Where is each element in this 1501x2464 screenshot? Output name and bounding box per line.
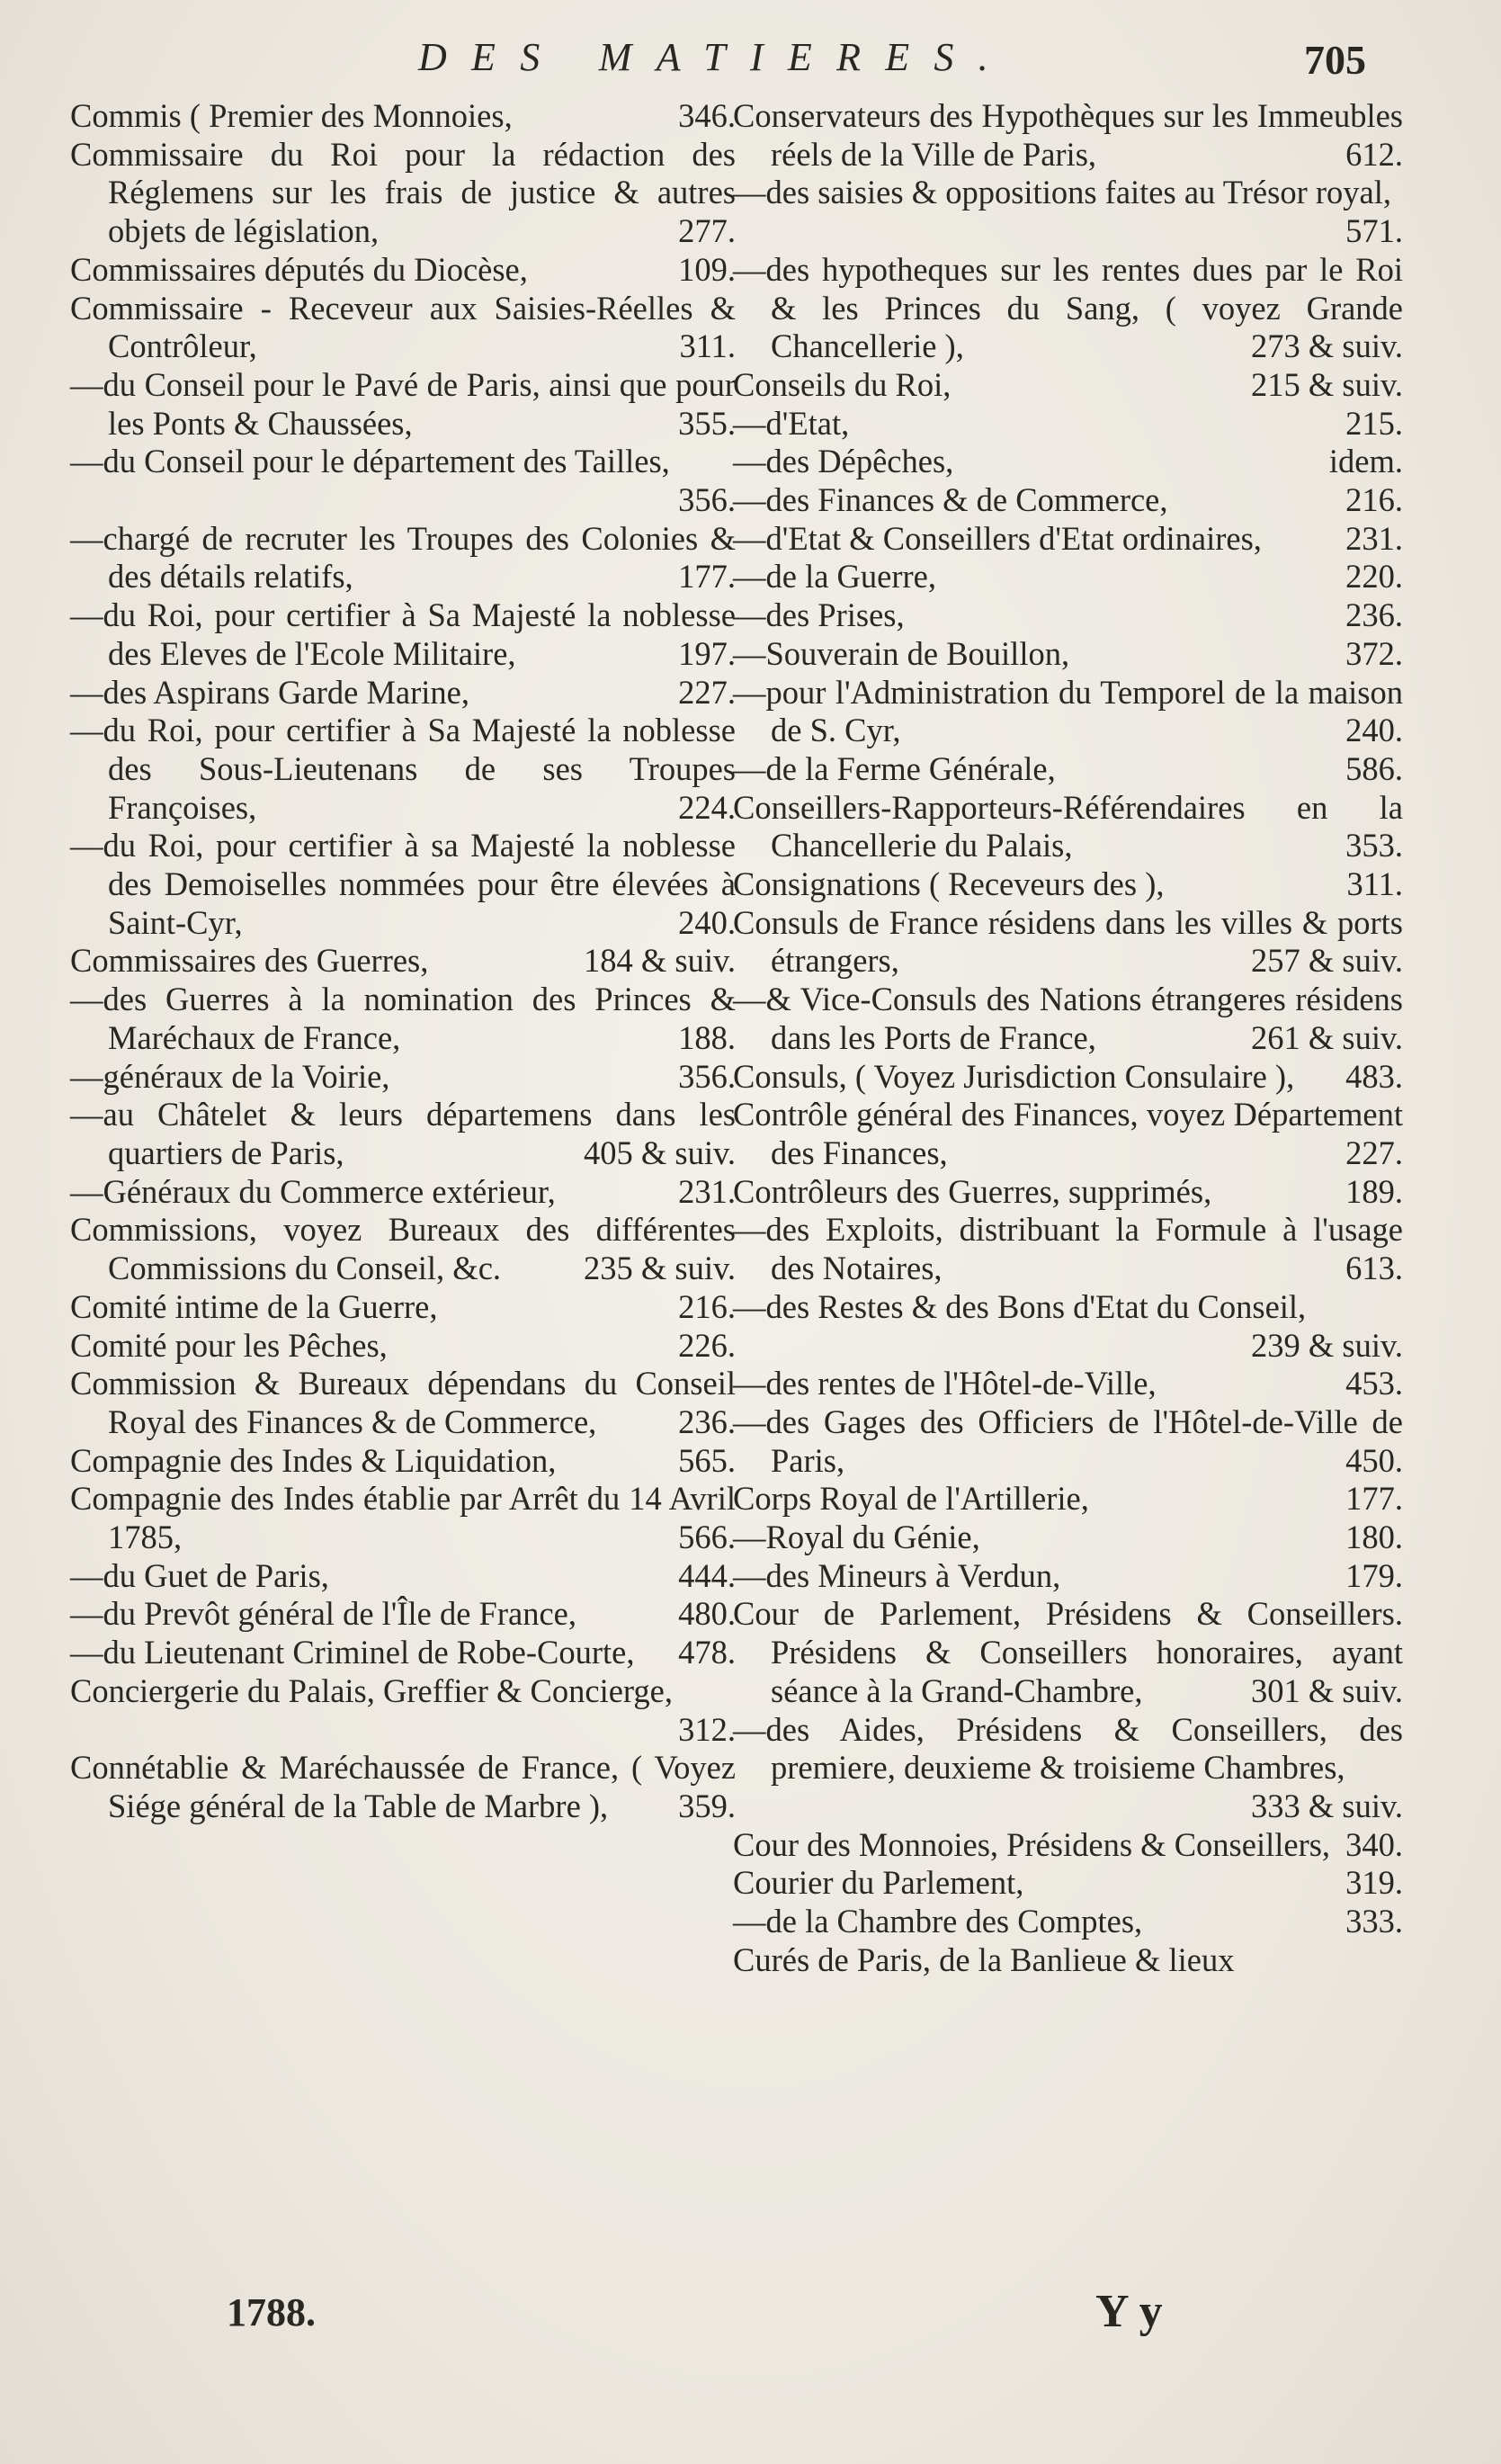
entry-text: Conseils du Roi, (733, 365, 952, 403)
entry-page-ref: 273 & suiv. (1251, 327, 1403, 365)
entry-page-ref: 216. (678, 1287, 736, 1325)
entry-text: Consuls, ( Voyez Jurisdiction Consulaire ), (733, 1057, 1295, 1095)
entry-text: —du Guet de Paris, (70, 1556, 329, 1594)
entry-text: —du Roi, pour certifier à sa Majesté la noblesse des Demoiselles nommées pour être élevées à Saint-Cyr, (70, 827, 736, 941)
index-entry (733, 789, 1403, 865)
entry-text: —& Vice-Consuls des Nations étrangeres résidens dans les Ports de France, (733, 981, 1403, 1056)
entry-text: —des Restes & des Bons d'Etat du Conseil, (733, 1287, 1307, 1325)
entry-page-ref: 450. (1345, 1441, 1403, 1479)
entry-text: Comité intime de la Guerre, (70, 1287, 438, 1325)
entry-text: —des Exploits, distribuant la Formule à l'usage des Notaires, (733, 1211, 1403, 1287)
entry-text: Commis ( Premier des Monnoies, (70, 97, 513, 134)
entry-text: Conciergerie du Palais, Greffier & Concierge, (70, 1671, 673, 1709)
entry-page-ref: 184 & suiv. (584, 942, 736, 980)
entry-page-ref: 311. (1346, 865, 1403, 903)
index-entry (70, 1634, 736, 1672)
index-entry (70, 1480, 736, 1556)
entry-text: —de la Chambre des Comptes, (733, 1903, 1143, 1940)
entry-page-ref: 566. (678, 1519, 736, 1556)
entry-page-ref: 277. (678, 212, 736, 250)
index-entry (733, 1826, 1403, 1865)
index-entry (70, 1749, 736, 1825)
index-entry (70, 1557, 736, 1596)
index-entry (70, 1672, 736, 1749)
index-entry (70, 827, 736, 942)
entry-text: Cour de Parlement, Présidens & Conseillers. Présidens & Conseillers honoraires, ayant séance à la Grand-Chambre, (733, 1595, 1403, 1709)
index-entry (70, 1096, 736, 1172)
entry-text: —des Aspirans Garde Marine, (70, 673, 469, 711)
entry-text: —chargé de recruter les Troupes des Colonies & des détails relatifs, (70, 519, 736, 596)
index-entry (70, 97, 736, 136)
index-entry (70, 1058, 736, 1097)
index-entry (70, 1211, 736, 1287)
entry-text: —des Mineurs à Verdun, (733, 1556, 1061, 1594)
index-entry (733, 1864, 1403, 1903)
entry-page-ref: 483. (1345, 1057, 1403, 1095)
entry-text: —au Châtelet & leurs départemens dans les quartiers de Paris, (70, 1096, 736, 1171)
index-entry (733, 904, 1403, 981)
entry-text: —des saisies & oppositions faites au Trésor royal, (733, 174, 1391, 211)
entry-text: Curés de Paris, de la Banlieue & lieux (733, 1940, 1235, 1978)
index-entry (733, 366, 1403, 405)
entry-page-ref: 301 & suiv. (1251, 1671, 1403, 1709)
signature-mark: Y y (1095, 2286, 1163, 2337)
index-entry (733, 1903, 1403, 1941)
entry-page-ref: 333 & suiv. (1251, 1787, 1403, 1824)
entry-text: Commissions, voyez Bureaux des différentes Commissions du Conseil, &c. (70, 1211, 736, 1287)
entry-page-ref: 189. (1345, 1172, 1403, 1210)
entry-page-ref: 236. (678, 1402, 736, 1440)
entry-page-ref: 565. (678, 1441, 736, 1479)
entry-text: Contrôle général des Finances, voyez Département des Finances, (733, 1096, 1403, 1171)
entry-page-ref: 177. (1345, 1480, 1403, 1518)
index-entry (70, 712, 736, 827)
entry-text: —du Roi, pour certifier à Sa Majesté la noblesse des Sous-Lieutenans de ses Troupes Françoises, (70, 712, 736, 826)
entry-page-ref: 215 & suiv. (1251, 365, 1403, 403)
entry-page-ref: 453. (1345, 1365, 1403, 1402)
entry-text: Commissaires députés du Diocèse, (70, 250, 528, 288)
index-entry (733, 1941, 1403, 1980)
entry-page-ref: 180. (1345, 1519, 1403, 1556)
index-entry (733, 1480, 1403, 1519)
entry-text: —des Gages des Officiers de l'Hôtel-de-Ville de Paris, (733, 1402, 1403, 1479)
entry-text: —généraux de la Voirie, (70, 1057, 390, 1095)
index-entry (70, 366, 736, 443)
entry-text: Commissaires des Guerres, (70, 942, 429, 980)
index-entry (70, 674, 736, 712)
entry-page-ref: 215. (1345, 404, 1403, 442)
entry-page-ref: 340. (1345, 1825, 1403, 1863)
entry-page-ref: 586. (1345, 749, 1403, 787)
running-title: DES MATIERES. (418, 35, 1013, 79)
entry-page-ref: 177. (678, 558, 736, 596)
entry-text: —d'Etat & Conseillers d'Etat ordinaires, (733, 519, 1262, 557)
index-entry (733, 1288, 1403, 1365)
entry-page-ref: 613. (1345, 1250, 1403, 1287)
index-entry (733, 1173, 1403, 1212)
entry-page-ref: 353. (1345, 827, 1403, 865)
entry-page-ref: 240. (1345, 712, 1403, 749)
entry-page-ref: 216. (1345, 481, 1403, 519)
entry-text: Conseillers-Rapporteurs-Référendaires en la Chancellerie du Palais, (733, 788, 1403, 865)
index-entry (733, 520, 1403, 559)
index-entry (733, 97, 1403, 174)
index-entry (733, 251, 1403, 366)
index-entry (70, 1595, 736, 1634)
footer-year: 1788. (227, 2290, 316, 2334)
index-entry (70, 443, 736, 519)
entry-page-ref: 355. (678, 404, 736, 442)
entry-text: Connétablie & Maréchaussée de France, ( Voyez Siége général de la Table de Marbre ), (70, 1749, 736, 1824)
index-entry (70, 1442, 736, 1481)
entry-text: —Généraux du Commerce extérieur, (70, 1172, 556, 1210)
index-entry (70, 290, 736, 366)
entry-page-ref: 356. (678, 481, 736, 519)
index-entry (733, 750, 1403, 789)
index-entry (70, 136, 736, 251)
index-entry (733, 1557, 1403, 1596)
index-entry (70, 1288, 736, 1327)
entry-page-ref: 231. (678, 1172, 736, 1210)
entry-text: Comité pour les Pêches, (70, 1326, 388, 1364)
entry-page-ref: 480. (678, 1595, 736, 1633)
right-column (733, 97, 1403, 1979)
entry-text: —des Dépêches, (733, 443, 954, 480)
entry-page-ref: 231. (1345, 519, 1403, 557)
entry-text: —d'Etat, (733, 404, 850, 442)
entry-page-ref: 478. (678, 1634, 736, 1671)
entry-page-ref: 571. (1345, 212, 1403, 250)
entry-page-ref: 109. (678, 250, 736, 288)
entry-text: —de la Guerre, (733, 558, 936, 596)
running-head (0, 34, 1501, 88)
index-entry (733, 865, 1403, 904)
index-entry (70, 520, 736, 596)
entry-text: —des Prises, (733, 596, 905, 634)
entry-text: Corps Royal de l'Artillerie, (733, 1480, 1089, 1518)
entry-page-ref: 188. (678, 1018, 736, 1056)
left-column (70, 97, 736, 1826)
entry-text: Conservateurs des Hypothèques sur les Immeubles réels de la Ville de Paris, (733, 97, 1403, 173)
entry-page-ref: 239 & suiv. (1251, 1326, 1403, 1364)
index-entry (733, 1096, 1403, 1172)
index-entry (70, 1327, 736, 1366)
entry-page-ref: 333. (1345, 1903, 1403, 1940)
entry-page-ref: 227. (678, 673, 736, 711)
entry-page-ref: 311. (679, 327, 736, 365)
entry-page-ref: 359. (678, 1787, 736, 1824)
index-entry (733, 596, 1403, 635)
entry-text: —des rentes de l'Hôtel-de-Ville, (733, 1365, 1157, 1402)
entry-page-ref: 227. (1345, 1133, 1403, 1171)
entry-text: —Royal du Génie, (733, 1519, 980, 1556)
index-entry (733, 1519, 1403, 1557)
index-entry (733, 481, 1403, 520)
index-entry (70, 1365, 736, 1441)
entry-page-ref: 235 & suiv. (584, 1250, 736, 1287)
entry-text: —des Finances & de Commerce, (733, 481, 1168, 519)
index-entry (733, 981, 1403, 1057)
entry-text: —Souverain de Bouillon, (733, 634, 1070, 672)
entry-text: —du Prevôt général de l'Île de France, (70, 1595, 576, 1633)
entry-text: Commission & Bureaux dépendans du Conseil Royal des Finances & de Commerce, (70, 1365, 736, 1440)
index-entry (733, 1711, 1403, 1826)
entry-text: —des hypotheques sur les rentes dues par le Roi & les Princes du Sang, ( voyez Grande Chancellerie ), (733, 250, 1403, 365)
index-entry (70, 942, 736, 981)
index-entry (733, 635, 1403, 674)
index-entry (70, 1173, 736, 1212)
entry-page-ref: 346. (678, 97, 736, 134)
index-entry (733, 443, 1403, 481)
entry-text: —des Guerres à la nomination des Princes & Maréchaux de France, (70, 981, 736, 1056)
index-entry (733, 674, 1403, 750)
entry-text: Compagnie des Indes établie par Arrêt du 14 Avril 1785, (70, 1480, 736, 1556)
index-entry (733, 174, 1403, 250)
entry-page-ref: 240. (678, 903, 736, 941)
entry-page-ref: 236. (1345, 596, 1403, 634)
entry-text: —du Conseil pour le Pavé de Paris, ainsi que pour les Ponts & Chaussées, (70, 365, 736, 442)
index-entry (733, 1595, 1403, 1710)
entry-text: —du Lieutenant Criminel de Robe-Courte, (70, 1634, 635, 1671)
entry-page-ref: 226. (678, 1326, 736, 1364)
entry-page-ref: 179. (1345, 1556, 1403, 1594)
entry-text: Courier du Parlement, (733, 1864, 1024, 1902)
entry-page-ref: 312. (678, 1710, 736, 1748)
entry-text: Commissaire - Receveur aux Saisies-Réelles & Contrôleur, (70, 289, 736, 365)
index-entry (733, 405, 1403, 444)
entry-text: —de la Ferme Générale, (733, 749, 1056, 787)
page-number: 705 (1304, 37, 1366, 83)
entry-page-ref: 224. (678, 788, 736, 826)
entry-page-ref: 444. (678, 1556, 736, 1594)
entry-text: —pour l'Administration du Temporel de la maison de S. Cyr, (733, 673, 1403, 749)
entry-text: —des Aides, Présidens & Conseillers, des premiere, deuxieme & troisieme Chambres, (733, 1710, 1403, 1787)
index-entry (733, 558, 1403, 596)
entry-text: Consuls de France résidens dans les villes & ports étrangers, (733, 903, 1403, 980)
index-entry (733, 1058, 1403, 1097)
entry-page-ref: idem. (1328, 443, 1403, 480)
entry-text: Compagnie des Indes & Liquidation, (70, 1441, 557, 1479)
entry-text: Cour des Monnoies, Présidens & Conseillers, (733, 1825, 1331, 1863)
entry-page-ref: 356. (678, 1057, 736, 1095)
entry-text: Commissaire du Roi pour la rédaction des Réglemens sur les frais de justice & autres objets de législation, (70, 135, 736, 250)
entry-page-ref: 197. (678, 634, 736, 672)
entry-page-ref: 319. (1345, 1864, 1403, 1902)
entry-page-ref: 372. (1345, 634, 1403, 672)
index-entry (733, 1365, 1403, 1403)
entry-page-ref: 405 & suiv. (584, 1133, 736, 1171)
entry-text: —du Roi, pour certifier à Sa Majesté la noblesse des Eleves de l'Ecole Militaire, (70, 596, 736, 672)
entry-page-ref: 612. (1345, 135, 1403, 173)
entry-text: Consignations ( Receveurs des ), (733, 865, 1165, 903)
index-entry (733, 1403, 1403, 1480)
entry-page-ref: 220. (1345, 558, 1403, 596)
entry-page-ref: 257 & suiv. (1251, 942, 1403, 980)
entry-text: —du Conseil pour le département des Tailles, (70, 443, 670, 480)
index-entry (70, 596, 736, 673)
index-entry (733, 1211, 1403, 1287)
entry-text: Contrôleurs des Guerres, supprimés, (733, 1172, 1212, 1210)
entry-page-ref: 261 & suiv. (1251, 1018, 1403, 1056)
index-entry (70, 981, 736, 1057)
index-entry (70, 251, 736, 290)
